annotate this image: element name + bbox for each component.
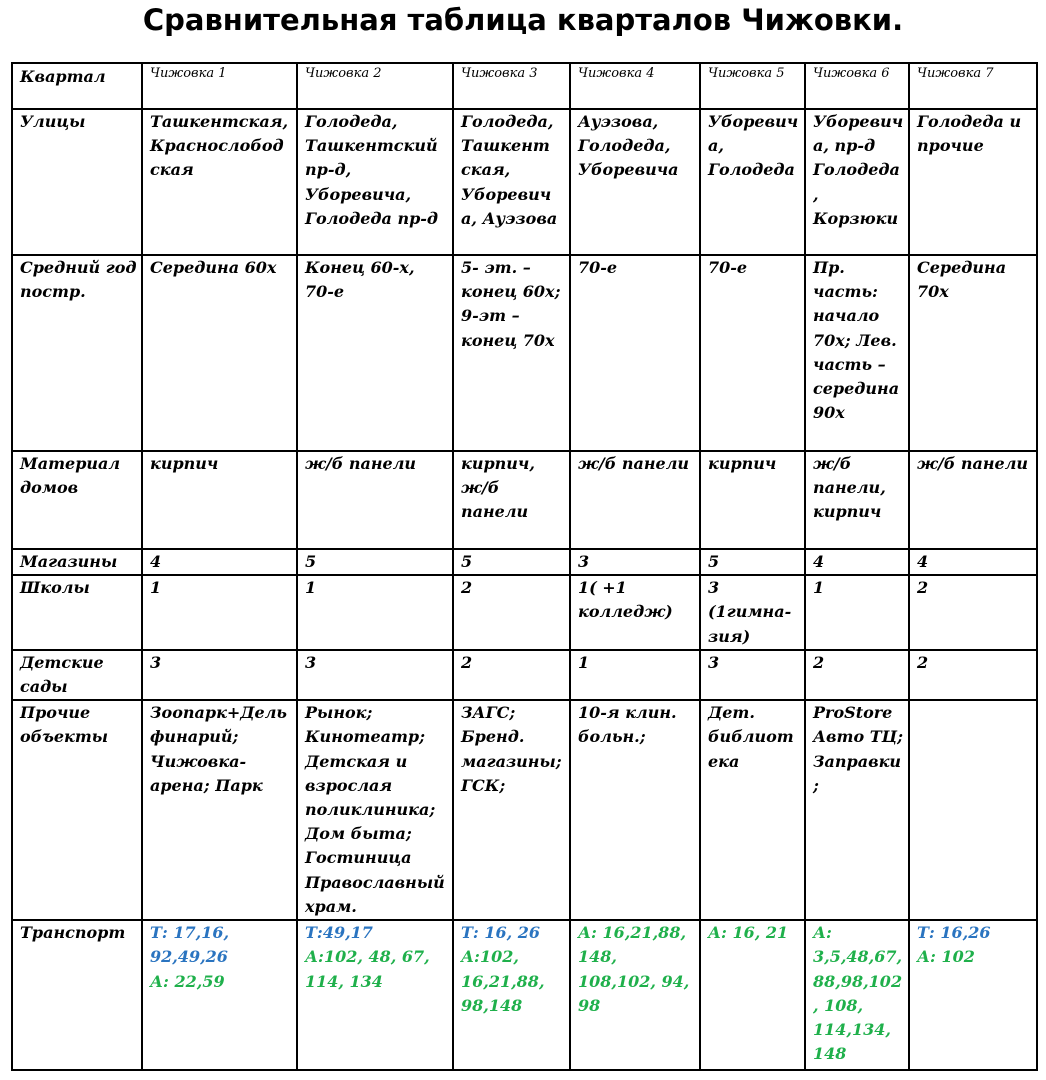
table-cell: кирпич (700, 451, 805, 549)
table-cell: 4 (909, 549, 1037, 575)
bus-routes: А: 102 (917, 947, 975, 967)
row-label: Школы (12, 575, 142, 650)
table-cell: Дет. библиотека (700, 700, 805, 920)
table-cell: кирпич, ж/б панели (453, 451, 570, 549)
tram-routes: Т: 17,16, 92,49,26 (150, 923, 230, 967)
table-cell: 5- эт. – конец 60х; 9-эт – конец 70х (453, 255, 570, 451)
table-cell: Пр. часть: начало 70х; Лев. часть – середина 90х (805, 255, 909, 451)
table-cell: Голодеда и прочие (909, 109, 1037, 255)
table-cell: 1 (570, 650, 700, 700)
column-header: Чижовка 2 (297, 63, 453, 109)
column-header: Чижовка 7 (909, 63, 1037, 109)
table-row (12, 451, 1037, 549)
row-label: Материал домов (12, 451, 142, 549)
table-cell: 3 (142, 650, 297, 700)
row-label: Магазины (12, 549, 142, 575)
table-cell: 3 (570, 549, 700, 575)
table-cell: 5 (297, 549, 453, 575)
table-cell: 2 (805, 650, 909, 700)
table-cell: 1( +1 колледж) (570, 575, 700, 650)
table-cell: ProStore Авто ТЦ; Заправки; (805, 700, 909, 920)
bus-routes: А: 16,21,88, 148, 108,102, 94, 98 (578, 923, 690, 1015)
table-cell: Голодеда, Ташкентский пр-д, Уборевича, Голодеда пр-д (297, 109, 453, 255)
bus-routes: А: 3,5,48,67, 88,98,102, 108, 114,134, 148 (813, 923, 903, 1064)
transport-cell (805, 920, 909, 1070)
column-header: Чижовка 6 (805, 63, 909, 109)
table-row (12, 109, 1037, 255)
table-row (12, 549, 1037, 575)
column-header: Чижовка 5 (700, 63, 805, 109)
comparison-table (11, 62, 1038, 1071)
table-cell: 1 (805, 575, 909, 650)
table-cell: кирпич (142, 451, 297, 549)
table-cell: ж/б панели (570, 451, 700, 549)
bus-routes: А:102, 16,21,88, 98,148 (461, 947, 545, 1015)
table-cell: 5 (700, 549, 805, 575)
transport-cell (142, 920, 297, 1070)
table-row (12, 575, 1037, 650)
table-cell: 70-е (700, 255, 805, 451)
table-cell: Голодеда, Ташкент ская, Уборевич а, Ауэзова (453, 109, 570, 255)
transport-cell (570, 920, 700, 1070)
transport-cell (700, 920, 805, 1070)
column-header: Чижовка 1 (142, 63, 297, 109)
tram-routes: Т: 16, 26 (461, 923, 541, 943)
bus-routes: А:102, 48, 67, 114, 134 (305, 947, 430, 991)
tram-routes: Т: 16,26 (917, 923, 991, 943)
header-row (12, 63, 1037, 109)
table-cell: 3 (700, 650, 805, 700)
row-label: Улицы (12, 109, 142, 255)
table-cell: Уборевичa, пр-д Голодеда, Корзюки (805, 109, 909, 255)
table-cell: ж/б панели (909, 451, 1037, 549)
column-header: Чижовка 3 (453, 63, 570, 109)
table-cell: 5 (453, 549, 570, 575)
row-label: Транспорт (12, 920, 142, 1070)
tram-routes: Т:49,17 (305, 923, 373, 943)
transport-cell (453, 920, 570, 1070)
table-cell: 4 (142, 549, 297, 575)
table-cell: Ташкентская, Краснослобод ская (142, 109, 297, 255)
bus-routes: А: 22,59 (150, 971, 225, 991)
bus-routes: А: 16, 21 (708, 923, 789, 943)
table-row (12, 650, 1037, 700)
table-cell: Зоопарк+Дельфинарий; Чижовка-арена; Парк (142, 700, 297, 920)
table-cell: Середина 70х (909, 255, 1037, 451)
table-row (12, 700, 1037, 920)
table-cell: Конец 60-х, 70-е (297, 255, 453, 451)
transport-row (12, 920, 1037, 1070)
table-cell: 10-я клин. больн.; (570, 700, 700, 920)
table-cell: 2 (453, 650, 570, 700)
table-cell: Середина 60х (142, 255, 297, 451)
table-cell: Уборевичa, Голодеда (700, 109, 805, 255)
table-cell: ж/б панели, кирпич (805, 451, 909, 549)
table-row (12, 255, 1037, 451)
table-cell: 2 (909, 575, 1037, 650)
document-title: Сравнительная таблица кварталов Чижовки. (142, 3, 904, 37)
table-cell: 2 (453, 575, 570, 650)
row-label: Средний год постр. (12, 255, 142, 451)
table-cell: Рынок; Кинотеатр; Детская и взрослая поликлиника; Дом быта; Гостиница Православный храм. (297, 700, 453, 920)
table-cell: 4 (805, 549, 909, 575)
table-cell: ЗАГС; Бренд. магазины; ГСК; (453, 700, 570, 920)
corner-header: Квартал (12, 63, 142, 109)
transport-cell (909, 920, 1037, 1070)
table-cell: Ауэзова, Голодеда, Уборевича (570, 109, 700, 255)
column-header: Чижовка 4 (570, 63, 700, 109)
transport-cell (297, 920, 453, 1070)
row-label: Детские сады (12, 650, 142, 700)
table-cell: 1 (297, 575, 453, 650)
row-label: Прочие объекты (12, 700, 142, 920)
table-cell: 2 (909, 650, 1037, 700)
table-cell: 3 (1гимна- зия) (700, 575, 805, 650)
table-cell: 1 (142, 575, 297, 650)
table-cell: 3 (297, 650, 453, 700)
table-cell: ж/б панели (297, 451, 453, 549)
table-cell: 70-е (570, 255, 700, 451)
table-cell (909, 700, 1037, 920)
